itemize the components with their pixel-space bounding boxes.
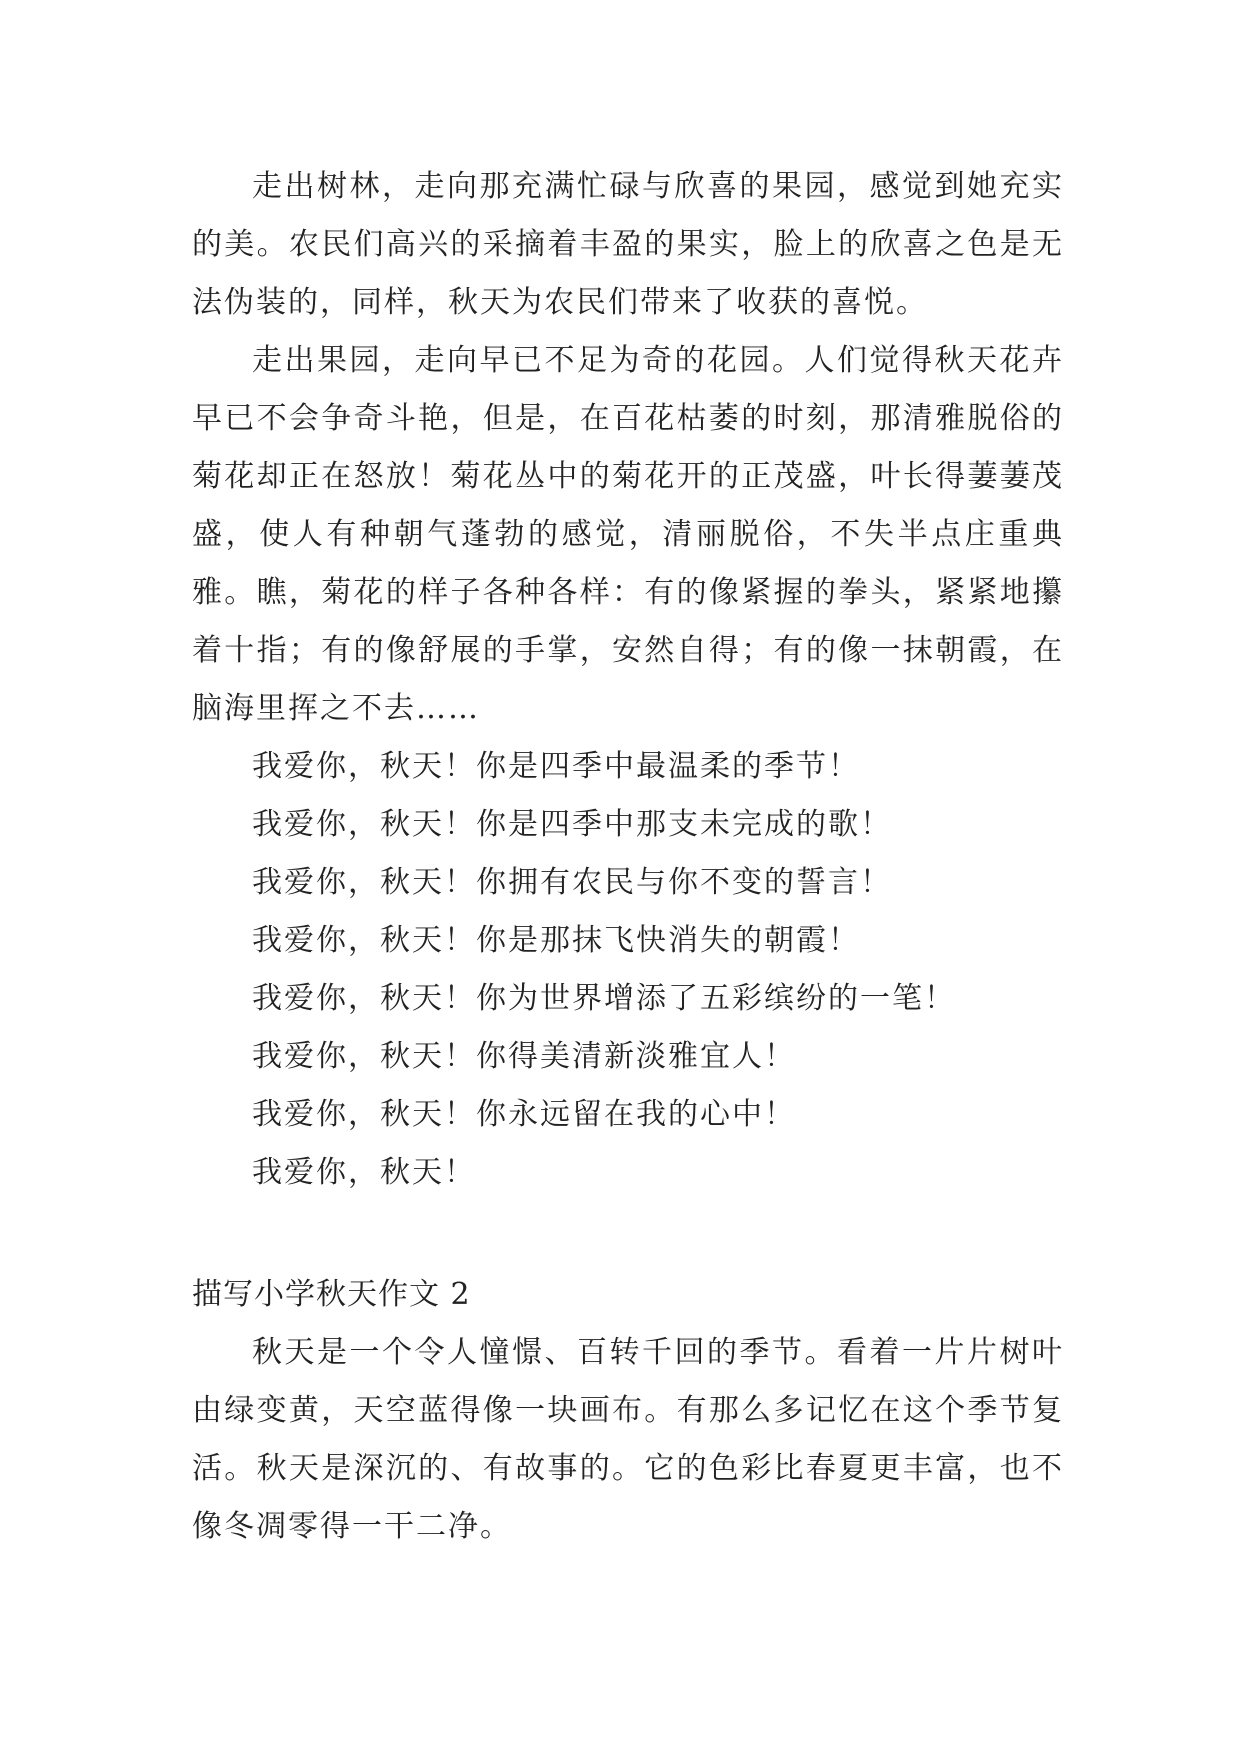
poem-line: 我爱你，秋天！你得美清新淡雅宜人！	[252, 1039, 796, 1074]
document-body	[192, 158, 1064, 1556]
poem-line: 我爱你，秋天！你是四季中那支未完成的歌！	[252, 807, 892, 842]
poem-line: 我爱你，秋天！	[252, 1155, 476, 1190]
poem-line: 我爱你，秋天！你为世界增添了五彩缤纷的一笔！	[252, 981, 956, 1016]
paragraph-autumn-intro: 秋天是一个令人憧憬、百转千回的季节。看着一片片树叶由绿变黄，天空蓝得像一块画布。有那么多记忆在这个季节复活。秋天是深沉的、有故事的。它的色彩比春夏更丰富，也不像冬凋零得一干二净。	[192, 1335, 1064, 1544]
paragraph-orchard: 走出树林，走向那充满忙碌与欣喜的果园，感觉到她充实的美。农民们高兴的采摘着丰盈的果实，脸上的欣喜之色是无法伪装的，同样，秋天为农民们带来了收获的喜悦。	[192, 169, 1064, 320]
paragraph-garden: 走出果园，走向早已不足为奇的花园。人们觉得秋天花卉早已不会争奇斗艳，但是，在百花枯萎的时刻，那清雅脱俗的菊花却正在怒放！菊花丛中的菊花开的正茂盛，叶长得萋萋茂盛，使人有种朝气蓬勃的感觉，清丽脱俗，不失半点庄重典雅。瞧，菊花的样子各种各样：有的像紧握的拳头，紧紧地攥着十指；有的像舒展的手掌，安然自得；有的像一抹朝霞，在脑海里挥之不去……	[192, 343, 1064, 726]
poem-line: 我爱你，秋天！你拥有农民与你不变的誓言！	[252, 865, 892, 900]
poem-line: 我爱你，秋天！你永远留在我的心中！	[252, 1097, 796, 1132]
poem-line: 我爱你，秋天！你是那抹飞快消失的朝霞！	[252, 923, 860, 958]
section-title: 描写小学秋天作文 2	[192, 1277, 471, 1312]
poem-line: 我爱你，秋天！你是四季中最温柔的季节！	[252, 749, 860, 784]
